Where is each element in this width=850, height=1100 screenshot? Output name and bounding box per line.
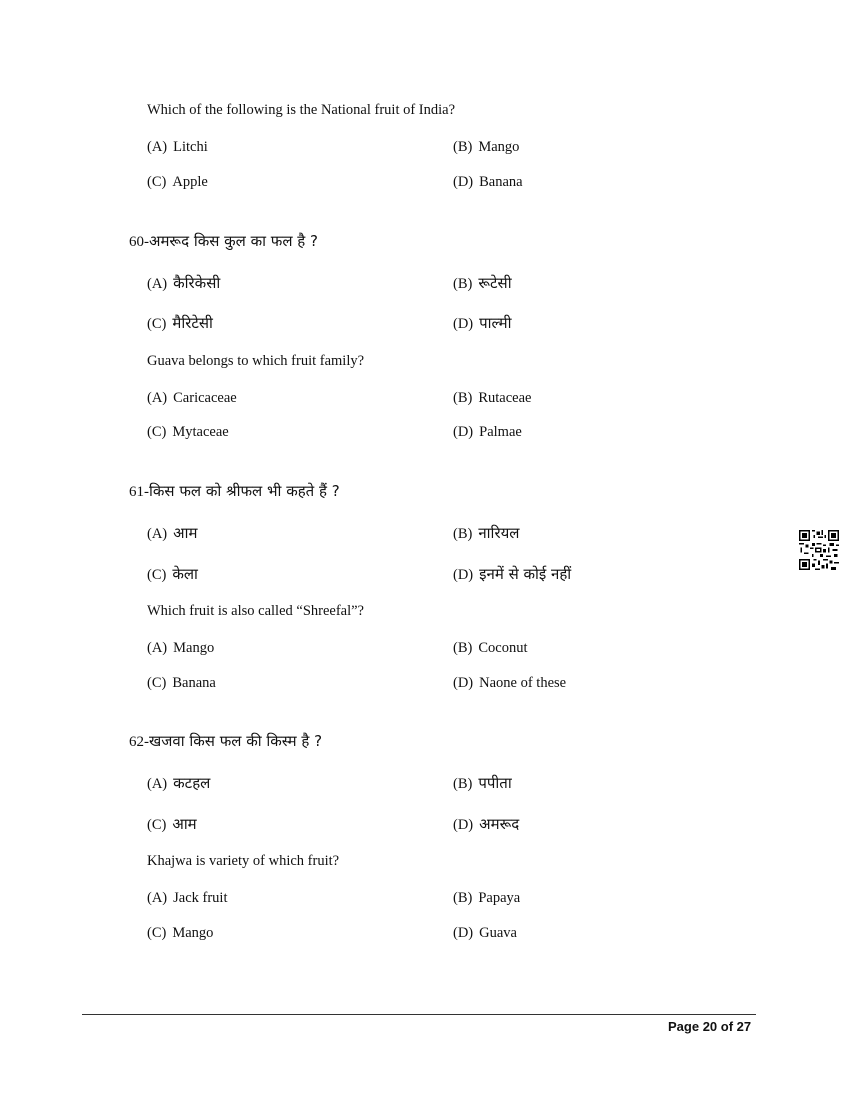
option-label: (A) [147, 276, 168, 292]
option-label: (D) [453, 316, 474, 332]
q60-hi-question [129, 231, 318, 251]
option-text: कटहल [173, 774, 211, 792]
q62-hi-option-c [147, 814, 197, 834]
q62-hi-option-a [147, 773, 210, 793]
option-label: (C) [147, 567, 167, 583]
option-text: मैरिटेसी [172, 314, 213, 332]
option-label: (D) [453, 567, 474, 583]
question-number: 62- [129, 734, 149, 750]
q62-en-option-c [147, 924, 213, 942]
q59-en-option-b [453, 138, 519, 156]
option-text: Apple [172, 174, 208, 190]
option-label: (B) [453, 526, 473, 542]
q61-en-option-c [147, 674, 216, 692]
option-label: (B) [453, 640, 473, 656]
option-label: (A) [147, 776, 168, 792]
question-text: किस फल को श्रीफल भी कहते हैं ? [149, 482, 340, 500]
qr-code-icon [799, 530, 839, 570]
option-label: (D) [453, 424, 474, 440]
q61-en-option-b [453, 639, 527, 657]
q61-en-option-d [453, 674, 566, 692]
option-text: Banana [172, 675, 216, 691]
footer-divider [82, 1014, 756, 1015]
q59-en-question: Which of the following is the National fruit of India? [147, 102, 456, 118]
option-label: (C) [147, 174, 167, 190]
q60-en-option-a [147, 389, 237, 407]
option-label: (D) [453, 925, 474, 941]
q62-hi-option-b [453, 773, 512, 793]
option-label: (D) [453, 174, 474, 190]
q61-hi-option-c [147, 564, 198, 584]
option-text: रूटेसी [478, 274, 512, 292]
option-text: Palmae [479, 424, 522, 440]
option-text: Naone of these [479, 675, 567, 691]
option-text: आम [172, 815, 197, 833]
option-label: (C) [147, 817, 167, 833]
option-label: (D) [453, 817, 474, 833]
option-text: पाल्मी [479, 314, 512, 332]
q60-en-option-b [453, 389, 531, 407]
option-text: नारियल [478, 524, 520, 542]
option-text: केला [172, 565, 198, 583]
option-text: Mytaceae [172, 424, 229, 440]
q61-hi-option-b [453, 523, 519, 543]
option-text: Litchi [173, 139, 208, 155]
option-text: इनमें से कोई नहीं [479, 565, 572, 583]
option-label: (B) [453, 890, 473, 906]
q60-en-option-c [147, 423, 229, 441]
question-number: 60- [129, 234, 149, 250]
option-label: (A) [147, 890, 168, 906]
page-total: 27 [736, 1019, 752, 1034]
q61-hi-option-d [453, 564, 571, 584]
option-text: Banana [479, 174, 523, 190]
option-text: Mango [173, 640, 215, 656]
option-text: Rutaceae [478, 390, 532, 406]
page-prefix: Page [668, 1019, 703, 1034]
option-label: (B) [453, 390, 473, 406]
option-text: आम [173, 524, 198, 542]
q59-en-option-d [453, 173, 523, 191]
q61-en-option-a [147, 639, 214, 657]
option-label: (C) [147, 316, 167, 332]
option-text: पपीता [478, 774, 512, 792]
question-text: अमरूद किस कुल का फल है ? [149, 232, 318, 250]
option-label: (D) [453, 675, 474, 691]
q62-hi-question [129, 731, 322, 751]
q62-hi-option-d [453, 814, 519, 834]
option-label: (C) [147, 925, 167, 941]
option-text: Jack fruit [173, 890, 228, 906]
option-label: (C) [147, 424, 167, 440]
q60-en-question: Guava belongs to which fruit family? [147, 353, 365, 369]
q62-en-option-a [147, 889, 228, 907]
q62-en-question: Khajwa is variety of which fruit? [147, 853, 340, 869]
option-label: (C) [147, 675, 167, 691]
option-text: Caricaceae [173, 390, 237, 406]
page-number-footer [668, 1019, 751, 1034]
question-number: 61- [129, 484, 149, 500]
option-label: (A) [147, 139, 168, 155]
q62-en-option-d [453, 924, 517, 942]
option-text: Mango [172, 925, 214, 941]
option-text: Papaya [478, 890, 521, 906]
option-text: Mango [478, 139, 520, 155]
q61-en-question: Which fruit is also called “Shreefal”? [147, 603, 364, 619]
option-text: कैरिकेसी [173, 274, 221, 292]
option-text: अमरूद [479, 815, 520, 833]
page-of: of [717, 1019, 737, 1034]
q61-hi-question [129, 481, 340, 501]
q60-hi-option-a [147, 273, 220, 293]
option-text: Coconut [478, 640, 528, 656]
question-text: खजवा किस फल की किस्म है ? [149, 732, 323, 750]
option-label: (A) [147, 526, 168, 542]
q60-en-option-d [453, 423, 522, 441]
option-label: (A) [147, 390, 168, 406]
option-label: (B) [453, 776, 473, 792]
page-number: 20 [702, 1019, 718, 1034]
q60-hi-option-d [453, 313, 511, 333]
q59-en-option-c [147, 173, 208, 191]
option-label: (B) [453, 139, 473, 155]
option-text: Guava [479, 925, 517, 941]
q62-en-option-b [453, 889, 520, 907]
q60-hi-option-b [453, 273, 512, 293]
q61-hi-option-a [147, 523, 197, 543]
option-label: (A) [147, 640, 168, 656]
option-label: (B) [453, 276, 473, 292]
q60-hi-option-c [147, 313, 213, 333]
q59-en-option-a [147, 138, 208, 156]
